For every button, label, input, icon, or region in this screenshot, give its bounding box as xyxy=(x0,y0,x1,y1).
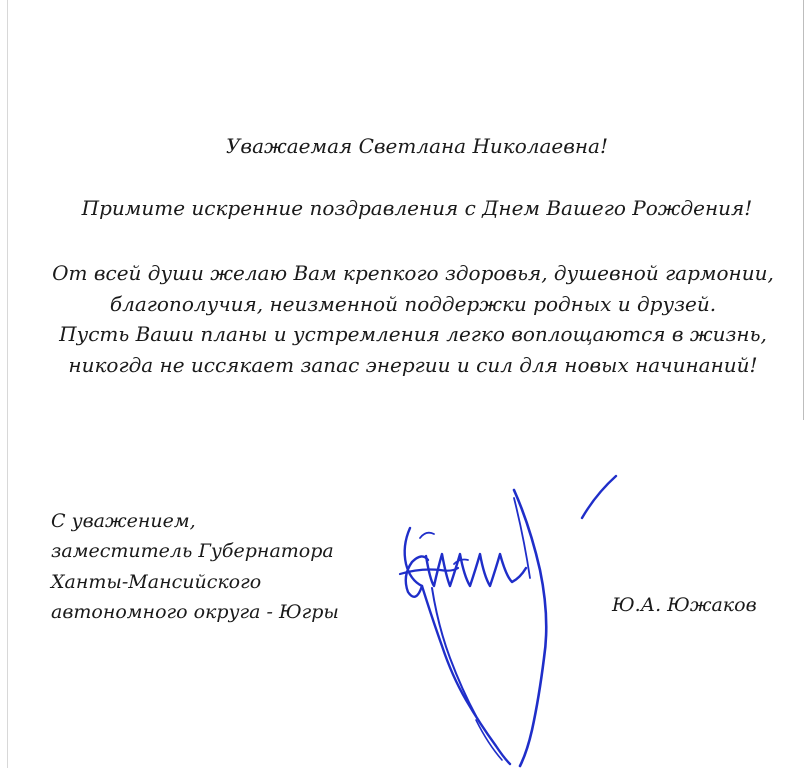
scan-edge-left xyxy=(7,0,8,768)
wishes-paragraph xyxy=(0,258,808,380)
wishes-line: От всей души желаю Вам крепкого здоровья, душевной гармонии, xyxy=(52,261,774,285)
signer-position-line: автономного округа - Югры xyxy=(51,600,339,623)
closing-salutation: С уважением, xyxy=(51,510,196,532)
signer-position-line: заместитель Губернатора xyxy=(51,540,334,563)
greeting: Уважаемая Светлана Николаевна! xyxy=(225,134,609,158)
wishes-line: Пусть Ваши планы и устремления легко воплощаются в жизнь, xyxy=(59,322,767,346)
congratulation-line: Примите искренние поздравления с Днем Вашего Рождения! xyxy=(81,196,753,220)
wishes-line: никогда не иссякает запас энергии и сил для новых начинаний! xyxy=(68,352,758,377)
signer-position-line: Ханты-Мансийского xyxy=(51,570,262,593)
signer-name: Ю.А. Южаков xyxy=(612,594,757,616)
signature-icon xyxy=(380,468,640,768)
closing-block xyxy=(51,506,339,627)
wishes-line: благополучия, неизменной поддержки родных и друзей. xyxy=(109,291,717,316)
